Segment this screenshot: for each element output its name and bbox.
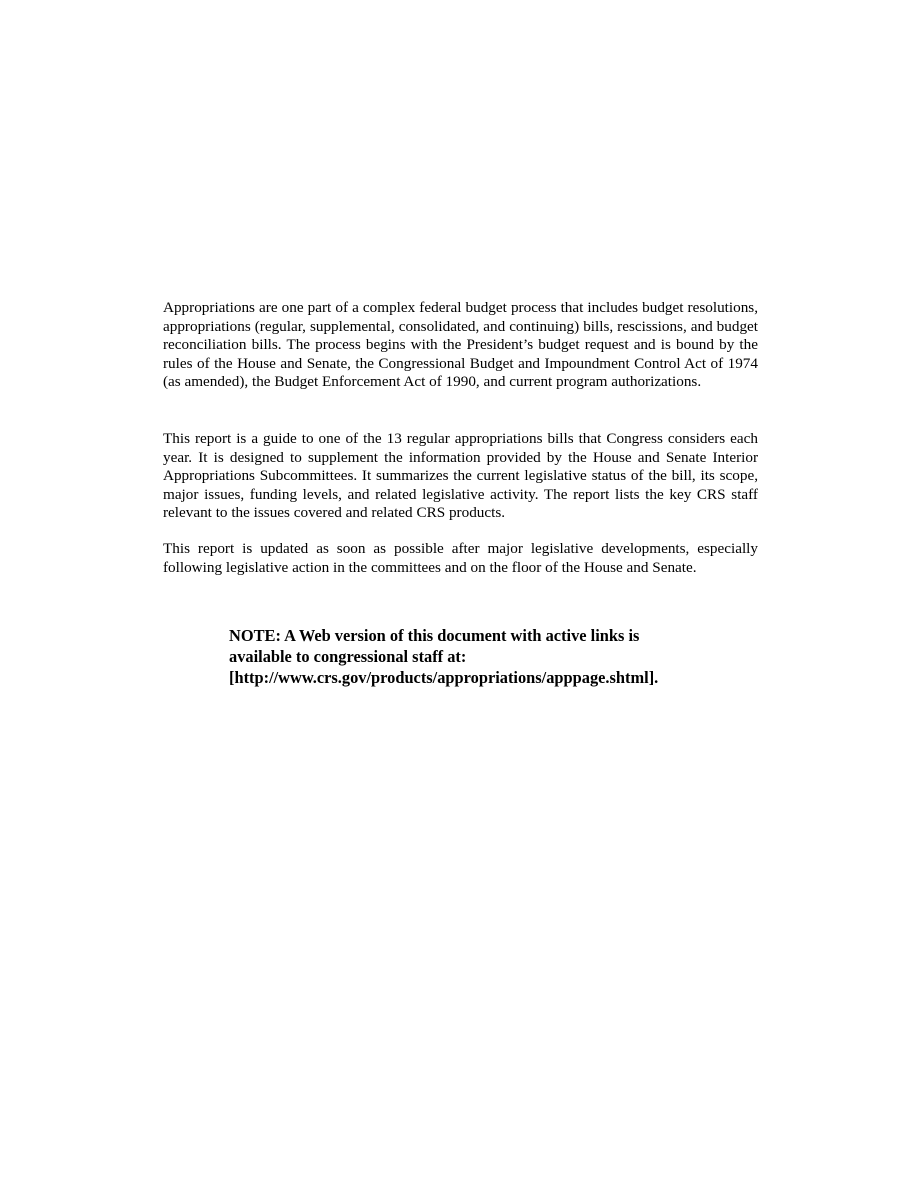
web-version-note [229,625,749,688]
note-line-1: NOTE: A Web version of this document with active links is [229,626,640,645]
paragraph-report-guide: This report is a guide to one of the 13 regular appropriations bills that Congress considers each year. It is designed to supplement the information provided by the House and Senate Interior Appropriations Subcommittees. It summarizes the current legislative status of the bill, its scope, major issues, funding levels, and related legislative activity. The report lists the key CRS staff relevant to the issues covered and related CRS products. [163,430,758,522]
paragraph-update-policy: This report is updated as soon as possible after major legislative developments, especially following legislative action in the committees and on the floor of the House and Senate. [163,540,758,576]
paragraph-appropriations-process: Appropriations are one part of a complex federal budget process that includes budget resolutions, appropriations (regular, supplemental, consolidated, and continuing) bills, rescissions, and budget reconciliation bills. The process begins with the President’s budget request and is bound by the rules of the House and Senate, the Congressional Budget and Impoundment Control Act of 1974 (as amended), the Budget Enforcement Act of 1990, and current program authorizations. [163,299,758,391]
note-url: [http://www.crs.gov/products/appropriations/apppage.shtml]. [229,668,659,687]
note-line-2: available to congressional staff at: [229,647,467,666]
